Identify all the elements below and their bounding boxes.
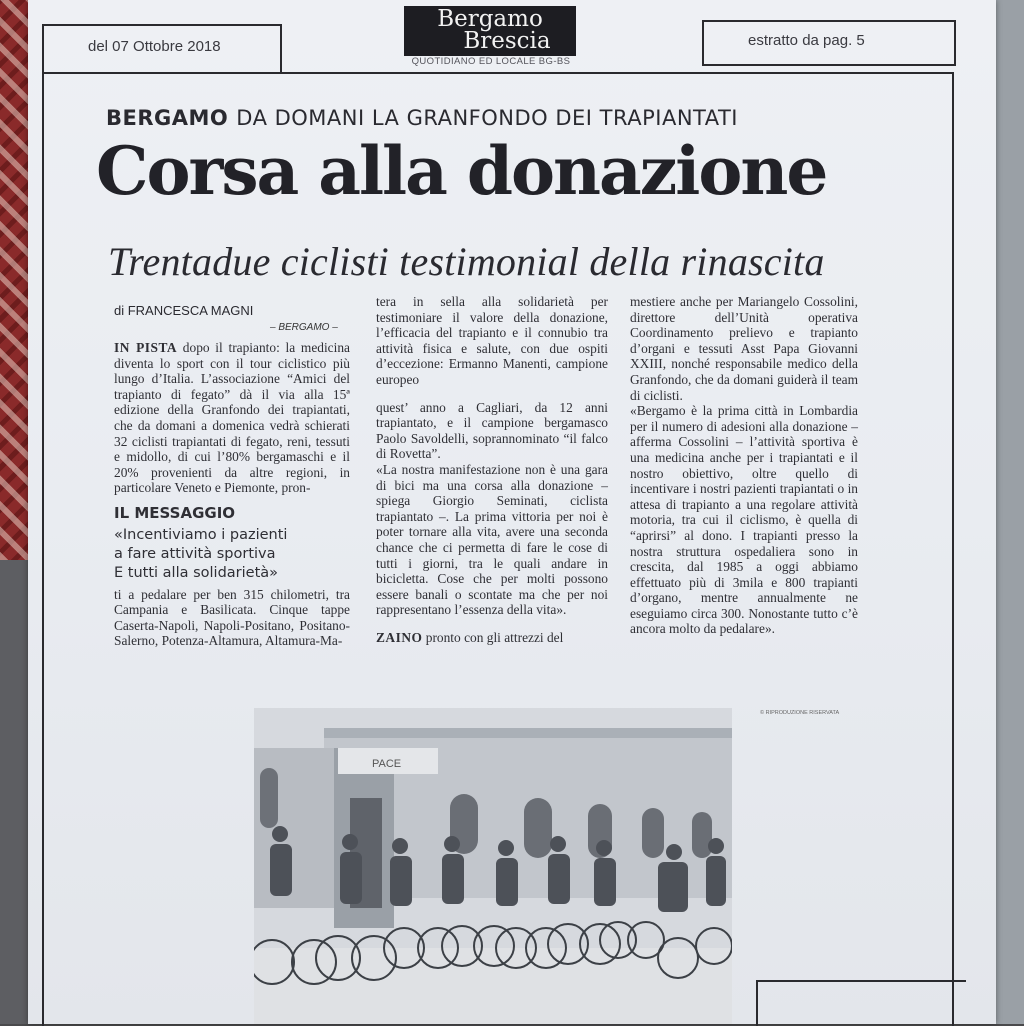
article-headline: Corsa alla donazione <box>96 132 827 210</box>
pull-quote-line-1: «Incentiviamo i pazienti <box>114 526 288 543</box>
lead-zaino: ZAINO <box>376 629 423 645</box>
article-kicker <box>106 106 866 130</box>
masthead-logo <box>404 6 576 56</box>
copyright-notice: © RIPRODUZIONE RISERVATA <box>760 710 840 716</box>
column-2-paragraph-1: tera in sella alla solidarietà per testimoniare il valore della donazione, l’efficacia del trapianto e il connubio tra attività fisica e salute, con due ospiti d’eccezione: Ermanno Manenti, campione europeo <box>376 294 608 387</box>
column-2-paragraph-2: quest’ anno a Cagliari, da 12 anni trapiantato, e il campione bergamasco Paolo Savoldelli, soprannominato “il falco di Rovetta”. <box>376 399 608 462</box>
column-2-paragraph-3: «La nostra manifestazione non è una gara di bici ma una corsa alla donazione – spiega Giorgio Seminati, ciclista trapiantato –. La prima vittoria per noi è poter tornare alla vita, avere una seconda chance che ci permetta di fare le cose di tutti i giorni, tra le quali andare in bicicletta. Cose che per molti possono essere banali o scontate ma che per noi rappresentano l’essenza della vita». <box>376 461 608 618</box>
pull-quote-line-3: E tutti alla solidarietà» <box>114 564 279 581</box>
kicker-location: BERGAMO <box>106 106 229 130</box>
page-reference-text: estratto da pag. 5 <box>748 32 865 49</box>
kicker-text: DA DOMANI LA GRANFONDO DEI TRAPIANTATI <box>236 106 738 130</box>
page-reference-box <box>702 20 956 66</box>
photo-sign-text: PACE <box>372 758 402 770</box>
article-column-2 <box>376 294 608 645</box>
cyclists-photo-illustration <box>254 708 732 1024</box>
byline-location: – BERGAMO – <box>270 322 338 333</box>
masthead-line-2: Brescia <box>463 28 551 54</box>
article-subheadline: Trentadue ciclisti testimonial della rinascita <box>108 239 825 284</box>
column-2-paragraph-4: pronto con gli attrezzi del <box>425 629 564 645</box>
date-box <box>42 24 282 74</box>
pull-quote-title: IL MESSAGGIO <box>114 503 236 522</box>
column-3-paragraph-1: mestiere anche per Mariangelo Cossolini, direttore dell’Unità operativa Coordinamento prelievo e trapianto d’organi e tessuti Asst Papa Giovanni XXIII, nonché responsabile medico della Granfondo, che da domani guiderà il team di ciclisti. <box>630 294 858 403</box>
lead-in-pista: IN PISTA <box>114 340 178 355</box>
bottom-corner-box <box>756 980 966 1026</box>
article-byline: di FRANCESCA MAGNI <box>114 303 254 318</box>
masthead-line-1: Bergamo <box>437 6 543 32</box>
column-1-paragraph-1: dopo il trapianto: la medicina diventa lo sport con il tour ciclistico più lungo d’Italia. L’associazione “Amici del trapianto di fegato” dà il via alla 15ª edizione della Granfondo dei trapiantati, che da domani a domenica vedrà schierati 32 ciclisti trapiantati di fegato, reni, tessuti e midollo, di cui l’80% bergamaschi e il 20% provenienti da altre regioni, in particolare Veneto e Piemonte, pron- <box>114 340 350 496</box>
masthead-subtitle: QUOTIDIANO ED LOCALE BG-BS <box>411 56 571 67</box>
pull-quote <box>114 526 350 583</box>
cyclists-photo <box>254 708 732 1024</box>
background-edge <box>996 0 1024 1024</box>
article-column-3 <box>630 294 858 637</box>
date-text: del 07 Ottobre 2018 <box>88 38 221 55</box>
column-1-paragraph-2: ti a pedalare per ben 315 chilometri, tra Campania e Basilicata. Cinque tappe Caserta-Napoli, Napoli-Positano, Positano-Salerno, Potenza-Altamura, Altamura-Ma- <box>114 586 350 649</box>
pull-quote-line-2: a fare attività sportiva <box>114 545 276 562</box>
column-3-paragraph-2: «Bergamo è la prima città in Lombardia per il numero di adesioni alla donazione – afferma Cossolini – l’attività sportiva è una medicina anche per i trapiantati e il nostro obiettivo, oltre quello di incentivare i nostri pazienti trapiantati o in attesa di trapianto a una regolare attività motoria, tra cui il ciclismo, è quella di “aprirsi” al dono. I trapianti presso la nostra struttura ospedaliera sono in crescita, dal 1985 a oggi abbiamo effettuato più di 3mila e 800 trapianti d’organo, mentre annualmente ne eseguiamo circa 300. Nonostante tutto c’è ancora molto da pedalare». <box>630 403 858 637</box>
article-column-1 <box>114 340 350 649</box>
